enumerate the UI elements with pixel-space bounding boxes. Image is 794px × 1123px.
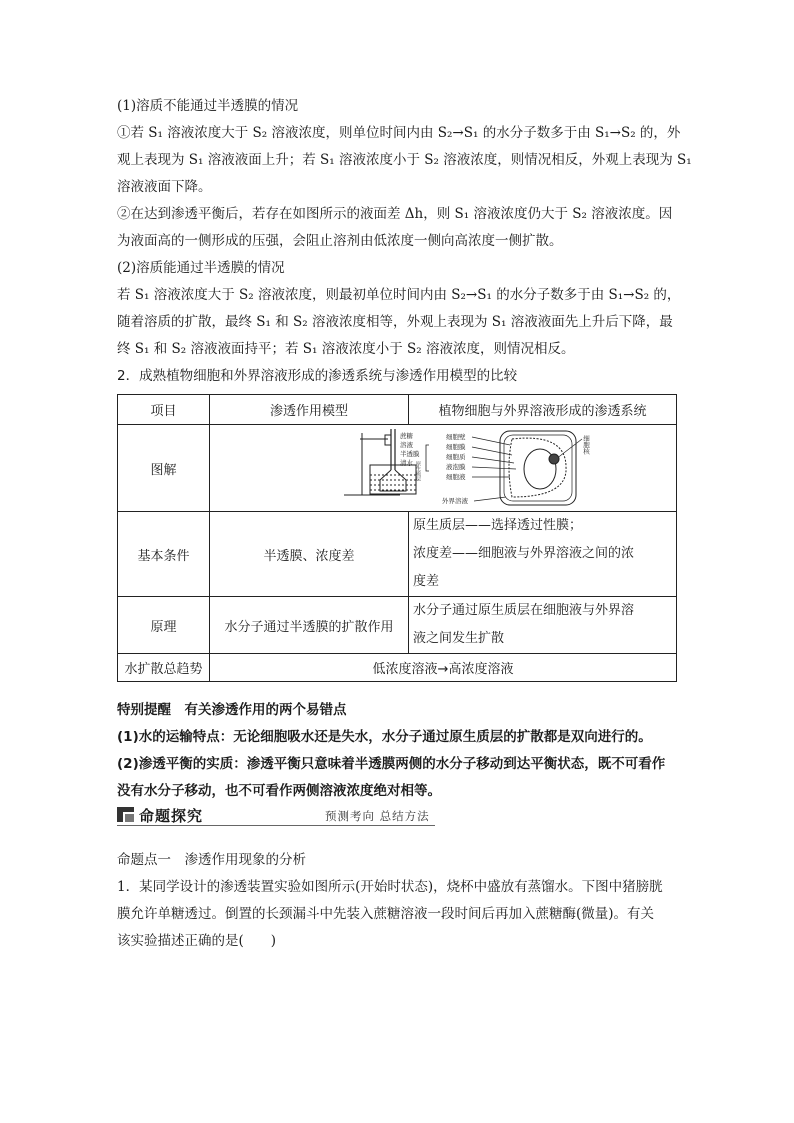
label-vacuole-membrane: 液泡膜 <box>446 463 466 471</box>
comparison-table <box>117 394 677 682</box>
tip-point-1: (1)水的运输特点：无论细胞吸水还是失水，水分子通过原生质层的扩散都是双向进行的。 <box>117 729 652 745</box>
table-row-label: 图解 <box>118 425 210 512</box>
diagram-cell <box>210 425 677 512</box>
cell-line: 原生质层——选择透过性膜； <box>413 518 583 533</box>
cell-line: 水分子通过原生质层在细胞液与外界溶 <box>413 603 635 618</box>
tip-title: 特别提醒 有关渗透作用的两个易错点 <box>117 702 347 718</box>
label-protoplast-bracket: 原生质层 <box>415 461 421 481</box>
question-line: 1．某同学设计的渗透装置实验如图所示(开始时状态)，烧杯中盛放有蒸馏水。下图中猪膀胱 <box>117 879 663 895</box>
protoplast-bracket <box>426 445 429 471</box>
table-header: 渗透作用模型 <box>210 395 409 425</box>
table-row-label: 水扩散总趋势 <box>118 654 210 682</box>
osmosis-diagram <box>210 425 676 511</box>
label-water: 清水 <box>400 459 413 467</box>
label-sucrose: 蔗糖 <box>400 432 413 440</box>
label-solution: 溶液 <box>400 441 413 449</box>
para-line: 若 S₁ 溶液浓度大于 S₂ 溶液浓度，则最初单位时间内由 S₂→S₁ 的水分子数多于由 S₁→S₂ 的， <box>117 287 681 303</box>
label-cytoplasm: 细胞质 <box>446 453 466 461</box>
section-heading: 2．成熟植物细胞和外界溶液形成的渗透系统与渗透作用模型的比较 <box>117 368 518 384</box>
label-membrane: 半透膜 <box>400 450 420 458</box>
banner-rule <box>117 825 435 826</box>
cell-line: 浓度差——细胞液与外界溶液之间的浓 <box>413 546 635 561</box>
para-line: 终 S₁ 和 S₂ 溶液液面持平；若 S₁ 溶液浓度小于 S₂ 溶液浓度，则情况相反。 <box>117 341 575 357</box>
banner-title: 命题探究 <box>139 807 204 825</box>
para-heading-2: (2)溶质能通过半透膜的情况 <box>117 260 285 276</box>
tip-point-2: (2)渗透平衡的实质：渗透平衡只意味着半透膜两侧的水分子移动到达平衡状态，既不可看作 <box>117 756 666 772</box>
question-line: 膜允许单糖透过。倒置的长颈漏斗中先装入蔗糖溶液一段时间后再加入蔗糖酶(微量)。有关 <box>117 906 655 922</box>
label-cell-wall: 细胞壁 <box>446 433 466 441</box>
banner-tagline: 预测考向 总结方法 <box>325 809 430 823</box>
proposition-title: 命题点一 渗透作用现象的分析 <box>117 852 306 868</box>
para-line: 随着溶质的扩散，最终 S₁ 和 S₂ 溶液浓度相等，外观上表现为 S₁ 溶液液面先上升后下降，最 <box>117 314 673 330</box>
table-cell <box>409 512 677 597</box>
cell-line: 度差 <box>413 574 440 589</box>
tip-point-2-cont: 没有水分子移动，也不可看作两侧溶液浓度绝对相等。 <box>117 783 441 799</box>
section-banner <box>117 804 435 826</box>
para-line: 溶液液面下降。 <box>117 179 212 195</box>
banner-square-icon <box>117 807 134 822</box>
table-cell: 水分子通过半透膜的扩散作用 <box>210 597 409 654</box>
label-cell-sap: 细胞液 <box>446 473 466 481</box>
plant-cell-illustration <box>500 431 576 505</box>
label-leader-lines <box>472 437 582 501</box>
question-line: 该实验描述正确的是( ) <box>117 933 277 949</box>
table-header: 项目 <box>118 395 210 425</box>
table-row-label: 基本条件 <box>118 512 210 597</box>
table-cell <box>409 597 677 654</box>
para-line: 为液面高的一侧形成的压强，会阻止溶剂由低浓度一侧向高浓度一侧扩散。 <box>117 233 563 249</box>
para-line: ①若 S₁ 溶液浓度大于 S₂ 溶液浓度，则单位时间内由 S₂→S₁ 的水分子数多于由 S₁→S₂ 的，外 <box>117 125 681 141</box>
table-cell: 低浓度溶液→高浓度溶液 <box>210 654 677 682</box>
para-heading-1: (1)溶质不能通过半透膜的情况 <box>117 98 299 114</box>
table-row-label: 原理 <box>118 597 210 654</box>
cell-line: 液之间发生扩散 <box>413 631 505 646</box>
para-line: 观上表现为 S₁ 溶液液面上升；若 S₁ 溶液浓度小于 S₂ 溶液浓度，则情况相反，外观上表现为 S₁ <box>117 152 692 168</box>
label-cell-membrane: 细胞膜 <box>446 443 466 451</box>
table-cell: 半透膜、浓度差 <box>210 512 409 597</box>
label-nucleus: 细胞核 <box>582 435 590 455</box>
para-line: ②在达到渗透平衡后，若存在如图所示的液面差 Δh，则 S₁ 溶液浓度仍大于 S₂ 溶液浓度。因 <box>117 206 673 222</box>
label-external-solution: 外界溶液 <box>442 497 468 505</box>
table-header: 植物细胞与外界溶液形成的渗透系统 <box>409 395 677 425</box>
